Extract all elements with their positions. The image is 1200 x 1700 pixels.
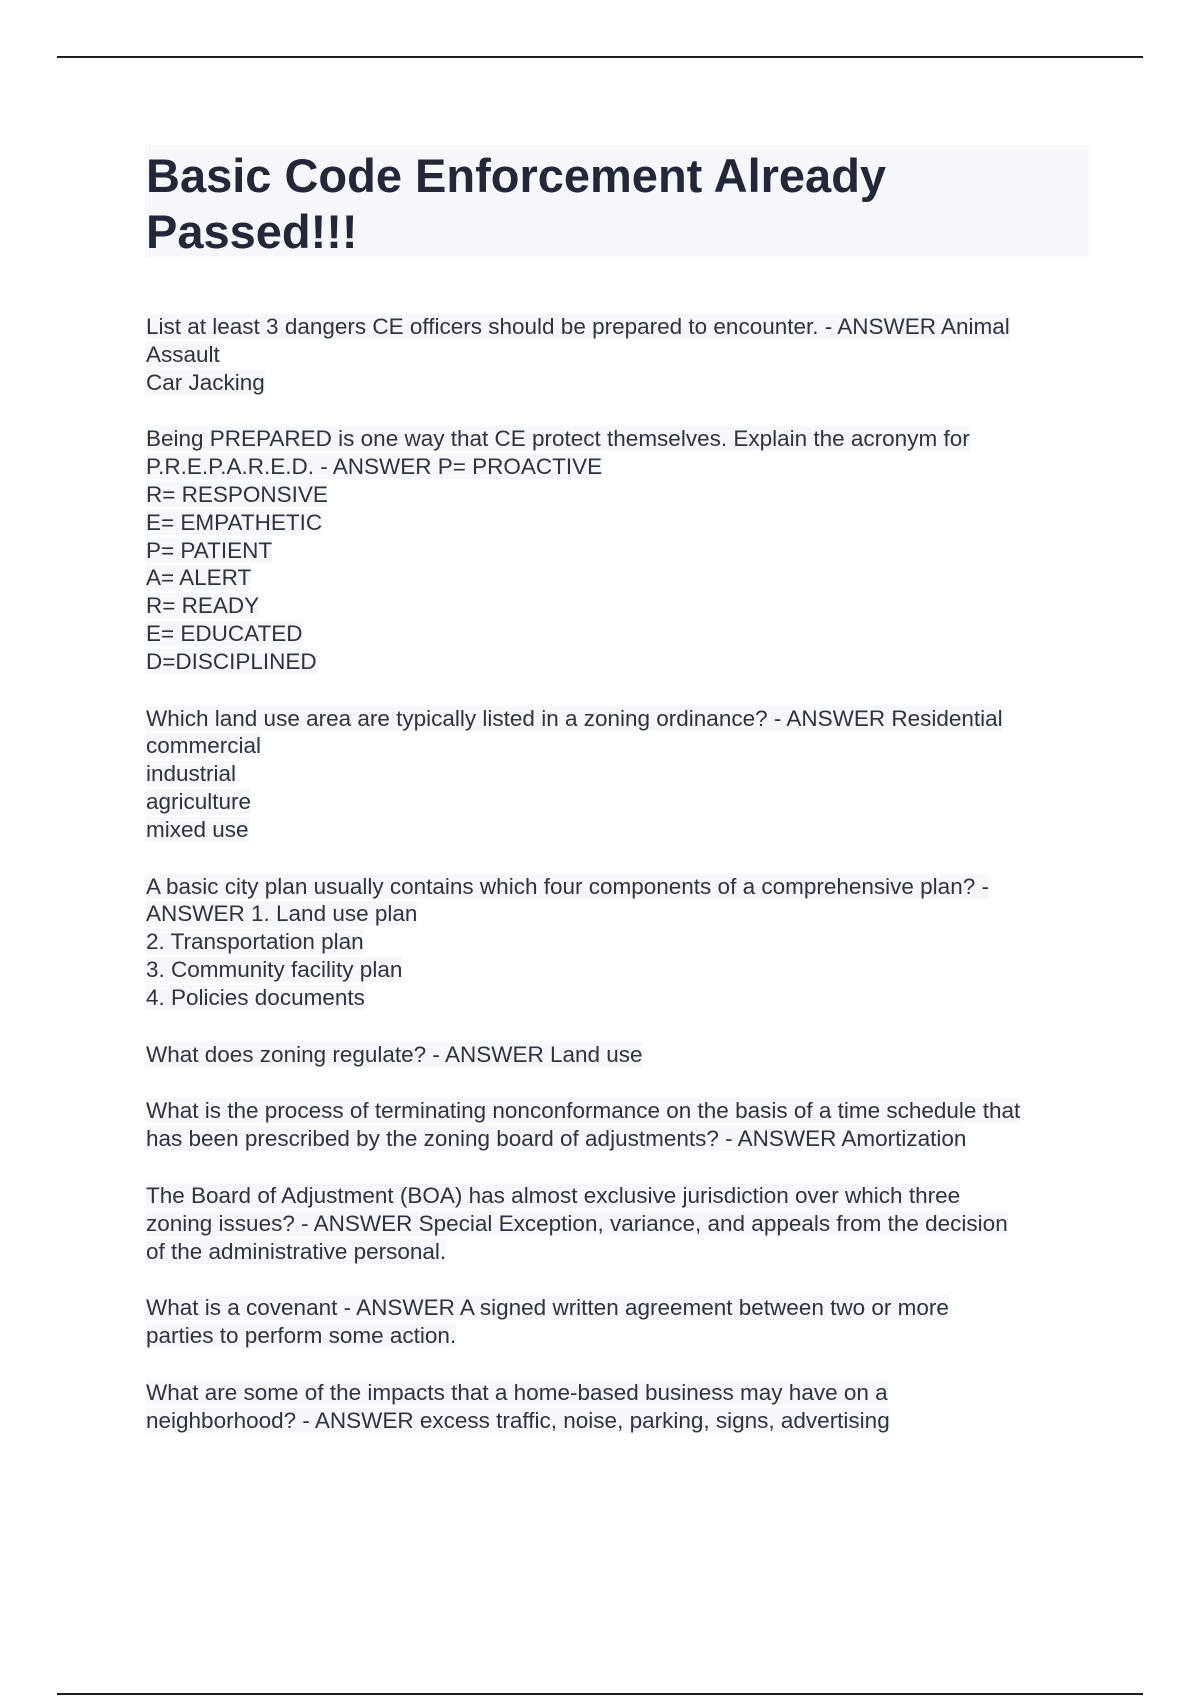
title-line: Passed!!! <box>146 205 358 258</box>
qa-line-text: D=DISCIPLINED <box>146 648 317 674</box>
qa-item <box>146 313 1090 396</box>
qa-line <box>146 1238 1090 1266</box>
qa-line <box>146 705 1090 733</box>
qa-line-text: neighborhood? - ANSWER excess traffic, noise, parking, signs, advertising <box>146 1407 890 1433</box>
qa-item <box>146 1041 1090 1069</box>
qa-line <box>146 369 1090 397</box>
qa-line <box>146 481 1090 509</box>
qa-line-text: List at least 3 dangers CE officers should be prepared to encounter. - ANSWER Animal <box>146 314 1010 339</box>
qa-line <box>146 816 1090 844</box>
qa-line-text: agriculture <box>146 788 252 814</box>
qa-line <box>146 1182 1090 1210</box>
qa-line-text: 4. Policies documents <box>146 984 365 1010</box>
qa-line-text: of the administrative personal. <box>146 1238 447 1264</box>
qa-line <box>146 732 1090 760</box>
qa-list <box>146 313 1090 1464</box>
qa-line-text: Which land use area are typically listed in a zoning ordinance? - ANSWER Residential <box>146 705 1003 731</box>
qa-line-text: Assault <box>146 341 220 367</box>
qa-line <box>146 1407 1090 1435</box>
qa-line-text: A= ALERT <box>146 565 252 591</box>
qa-line <box>146 425 1090 453</box>
qa-line-text: zoning issues? - ANSWER Special Exception, variance, and appeals from the decision <box>146 1210 1008 1236</box>
qa-item <box>146 1294 1090 1350</box>
qa-item <box>146 705 1090 844</box>
qa-item <box>146 1097 1090 1153</box>
qa-item <box>146 1182 1090 1265</box>
qa-line <box>146 1210 1090 1238</box>
qa-line-text: E= EDUCATED <box>146 620 303 646</box>
qa-line-text: industrial <box>146 761 237 787</box>
qa-line-text: Being PREPARED is one way that CE protect themselves. Explain the acronym for <box>146 426 970 452</box>
qa-line <box>146 341 1090 369</box>
qa-line-text: parties to perform some action. <box>146 1323 457 1349</box>
qa-line <box>146 1322 1090 1350</box>
header-rule <box>57 56 1143 58</box>
qa-line <box>146 928 1090 956</box>
qa-line <box>146 592 1090 620</box>
qa-line-text: R= RESPONSIVE <box>146 481 328 507</box>
qa-line <box>146 313 1090 341</box>
qa-line <box>146 537 1090 565</box>
qa-line <box>146 788 1090 816</box>
qa-line-text: ANSWER 1. Land use plan <box>146 901 418 927</box>
qa-line <box>146 760 1090 788</box>
qa-line <box>146 1294 1090 1322</box>
qa-line <box>146 648 1090 676</box>
qa-line <box>146 956 1090 984</box>
qa-line-text: 2. Transportation plan <box>146 929 364 955</box>
qa-item <box>146 873 1090 1012</box>
footer-rule <box>57 1693 1143 1695</box>
qa-line-text: E= EMPATHETIC <box>146 509 323 535</box>
qa-line <box>146 1041 1090 1069</box>
qa-item <box>146 425 1090 675</box>
qa-line <box>146 453 1090 481</box>
qa-line-text: A basic city plan usually contains which four components of a comprehensive plan? - <box>146 873 989 899</box>
qa-line <box>146 1097 1090 1125</box>
qa-line <box>146 564 1090 592</box>
qa-line <box>146 873 1090 901</box>
qa-line-text: has been prescribed by the zoning board of adjustments? - ANSWER Amortization <box>146 1126 967 1152</box>
title-line: Basic Code Enforcement Already <box>146 149 887 202</box>
qa-line-text: What is the process of terminating nonconformance on the basis of a time schedule that <box>146 1098 1021 1124</box>
qa-line-text: 3. Community facility plan <box>146 956 403 982</box>
qa-line-text: Car Jacking <box>146 369 265 395</box>
qa-line <box>146 900 1090 928</box>
qa-line-text: R= READY <box>146 593 260 619</box>
qa-line <box>146 1379 1090 1407</box>
qa-line-text: The Board of Adjustment (BOA) has almost exclusive jurisdiction over which three <box>146 1182 961 1208</box>
qa-line <box>146 620 1090 648</box>
qa-line <box>146 984 1090 1012</box>
qa-line-text: P= PATIENT <box>146 537 273 563</box>
qa-line <box>146 1125 1090 1153</box>
qa-line <box>146 509 1090 537</box>
page-title <box>146 148 1076 260</box>
qa-line-text: What are some of the impacts that a home-based business may have on a <box>146 1379 888 1405</box>
qa-line-text: P.R.E.P.A.R.E.D. - ANSWER P= PROACTIVE <box>146 454 603 480</box>
qa-line-text: mixed use <box>146 816 249 842</box>
qa-item <box>146 1379 1090 1435</box>
qa-line-text: What is a covenant - ANSWER A signed written agreement between two or more <box>146 1295 949 1321</box>
qa-line-text: commercial <box>146 733 262 759</box>
qa-line-text: What does zoning regulate? - ANSWER Land use <box>146 1041 643 1067</box>
